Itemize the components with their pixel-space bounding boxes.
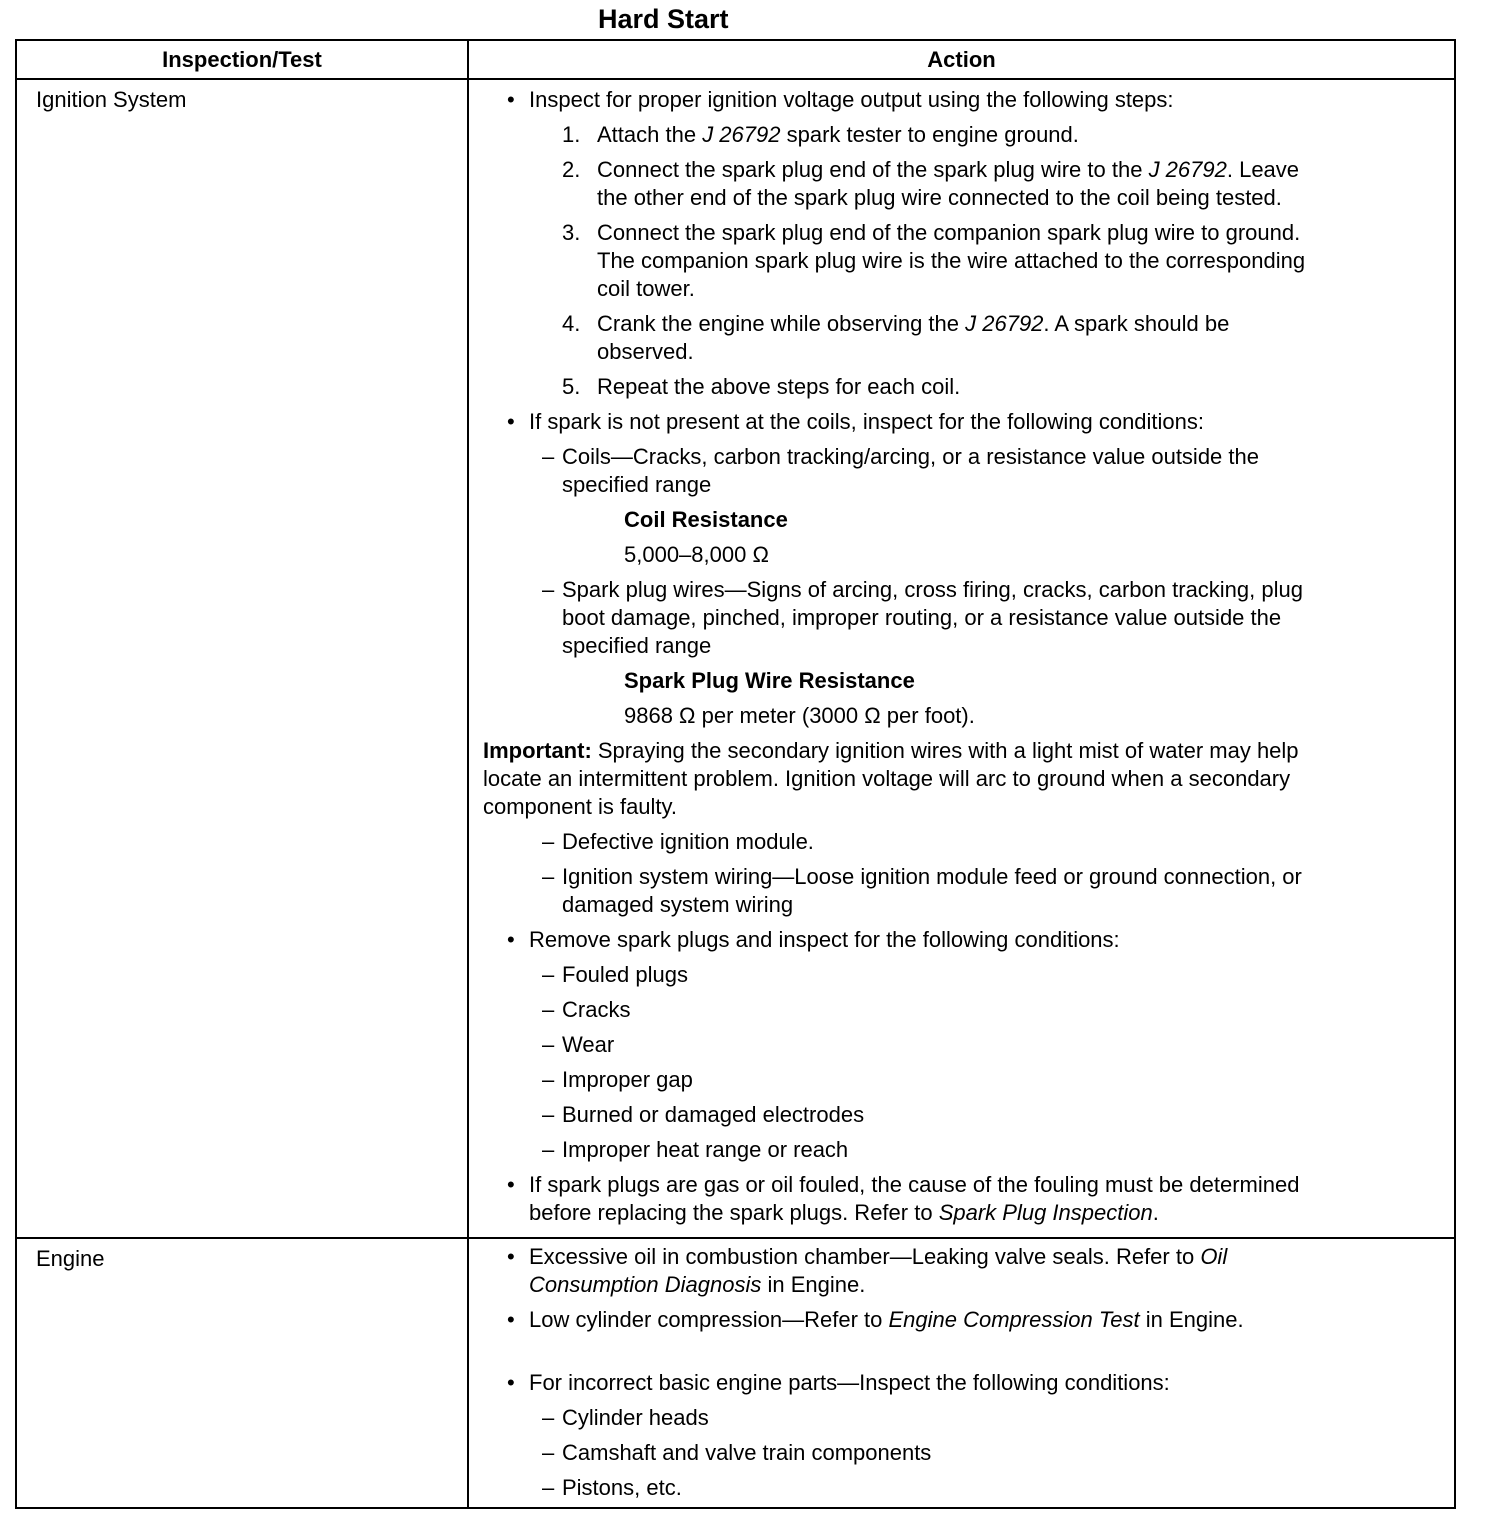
table-row: [17, 80, 1454, 1239]
item-text: Coil Resistance: [624, 507, 788, 532]
item-line: [483, 765, 1454, 793]
item-text: specified range: [562, 633, 712, 658]
dash-item: [469, 1101, 1454, 1129]
dash-item: [469, 576, 1454, 660]
hard-start-table: [15, 39, 1456, 1509]
list-marker: 2.: [562, 157, 581, 182]
header-action: Action: [927, 47, 996, 72]
item-text: Cylinder heads: [562, 1405, 709, 1430]
item-line: [597, 275, 1454, 303]
reference-text: J 26792: [965, 311, 1044, 336]
bullet-marker: •: [507, 87, 515, 112]
item-text: Low cylinder compression—Refer to: [529, 1307, 889, 1332]
item-text: Wear: [562, 1032, 615, 1057]
dash-item: [469, 1474, 1454, 1502]
inspection-label: Ignition System: [36, 87, 187, 112]
item-line: [597, 184, 1454, 212]
item-text: 9868 Ω per meter (3000 Ω per foot).: [624, 703, 975, 728]
item-text: before replacing the spark plugs. Refer to: [529, 1200, 939, 1225]
item-text: Attach the: [597, 122, 703, 147]
item-line: [562, 1031, 1454, 1059]
list-marker: –: [542, 1102, 555, 1127]
bullet-marker: •: [507, 409, 515, 434]
item-text: Fouled plugs: [562, 962, 688, 987]
item-line: [562, 443, 1454, 471]
bullet-item: [469, 1306, 1454, 1334]
list-marker: –: [542, 1440, 555, 1465]
item-line: [624, 667, 1454, 695]
item-text: Spraying the secondary ignition wires with a light mist of water may help: [591, 738, 1299, 763]
reference-text: J 26792: [702, 122, 781, 147]
dash-item: [469, 1066, 1454, 1094]
dash-item: [469, 863, 1454, 919]
num-item: [469, 121, 1454, 149]
table-body: [17, 80, 1454, 1507]
item-text: Spark Plug Wire Resistance: [624, 668, 915, 693]
item-line: [529, 408, 1454, 436]
item-line: [529, 86, 1454, 114]
list-marker: –: [542, 577, 555, 602]
list-marker: 4.: [562, 311, 581, 336]
table-header: [17, 41, 1454, 80]
item-text: specified range: [562, 472, 712, 497]
item-line: [597, 219, 1454, 247]
item-line: [597, 310, 1454, 338]
item-text: If spark is not present at the coils, inspect for the following conditions:: [529, 409, 1205, 434]
item-line: [562, 471, 1454, 499]
item-line: [562, 961, 1454, 989]
spec-value-item: [469, 702, 1454, 730]
header-inspection-test: Inspection/Test: [17, 41, 469, 78]
dash-item: [469, 1439, 1454, 1467]
item-text: Camshaft and valve train components: [562, 1440, 932, 1465]
item-line: [529, 1243, 1454, 1271]
reference-text: Consumption Diagnosis: [529, 1272, 762, 1297]
list-marker: –: [542, 962, 555, 987]
item-text: The companion spark plug wire is the wire attached to the corresponding: [597, 248, 1306, 273]
bullet-marker: •: [507, 1244, 515, 1269]
dash-item: [469, 961, 1454, 989]
list-marker: –: [542, 997, 555, 1022]
action-cell: [469, 80, 1454, 1237]
page-title: Hard Start: [598, 4, 729, 34]
item-text: For incorrect basic engine parts—Inspect the following conditions:: [529, 1370, 1170, 1395]
list-marker: –: [542, 1405, 555, 1430]
item-text: Improper gap: [562, 1067, 693, 1092]
item-line: [597, 338, 1454, 366]
inspection-cell: [17, 80, 469, 1237]
item-text: Repeat the above steps for each coil.: [597, 374, 961, 399]
item-line: [562, 996, 1454, 1024]
action-cell: [469, 1239, 1454, 1507]
item-line: [562, 1439, 1454, 1467]
item-line: [624, 541, 1454, 569]
bullet-marker: •: [507, 1307, 515, 1332]
item-text: Defective ignition module.: [562, 829, 814, 854]
item-text: Burned or damaged electrodes: [562, 1102, 865, 1127]
item-text: Pistons, etc.: [562, 1475, 682, 1500]
item-line: [529, 926, 1454, 954]
num-item: [469, 156, 1454, 212]
item-line: [597, 373, 1454, 401]
inspection-cell: [17, 1239, 469, 1507]
item-text: Coils—Cracks, carbon tracking/arcing, or a resistance value outside the: [562, 444, 1259, 469]
bullet-marker: •: [507, 1172, 515, 1197]
item-text: observed.: [597, 339, 694, 364]
inspection-label: Engine: [36, 1246, 105, 1271]
item-text: 5,000–8,000 Ω: [624, 542, 769, 567]
item-line: [562, 1474, 1454, 1502]
list-marker: –: [542, 829, 555, 854]
important-label: Important:: [483, 738, 592, 763]
item-text: . A spark should be: [1043, 311, 1230, 336]
item-line: [562, 576, 1454, 604]
bullet-item: [469, 408, 1454, 436]
item-line: [529, 1171, 1454, 1199]
item-text: Cracks: [562, 997, 631, 1022]
bullet-marker: •: [507, 1370, 515, 1395]
item-line: [624, 702, 1454, 730]
item-text: component is faulty.: [483, 794, 678, 819]
item-text: the other end of the spark plug wire connected to the coil being tested.: [597, 185, 1282, 210]
item-text: locate an intermittent problem. Ignition voltage will arc to ground when a secondary: [483, 766, 1291, 791]
item-line: [483, 793, 1454, 821]
item-text: If spark plugs are gas or oil fouled, the cause of the fouling must be determined: [529, 1172, 1300, 1197]
item-text: Remove spark plugs and inspect for the following conditions:: [529, 927, 1120, 952]
list-marker: –: [542, 1475, 555, 1500]
item-text: Inspect for proper ignition voltage output using the following steps:: [529, 87, 1174, 112]
item-text: Spark plug wires—Signs of arcing, cross firing, cracks, carbon tracking, plug: [562, 577, 1303, 602]
reference-text: Spark Plug Inspection: [938, 1200, 1153, 1225]
bullet-item: [469, 1243, 1454, 1299]
item-text: . Leave: [1226, 157, 1300, 182]
item-line: [597, 156, 1454, 184]
item-line: [624, 506, 1454, 534]
list-marker: 5.: [562, 374, 581, 399]
spec-title-item: [469, 506, 1454, 534]
item-line: [562, 1136, 1454, 1164]
item-line: [562, 828, 1454, 856]
item-line: [562, 891, 1454, 919]
item-line: [597, 247, 1454, 275]
dash-item: [469, 1404, 1454, 1432]
item-text: in Engine.: [761, 1272, 866, 1297]
list-marker: –: [542, 864, 555, 889]
list-marker: 1.: [562, 122, 581, 147]
bullet-item: [469, 1171, 1454, 1227]
spec-title-item: [469, 667, 1454, 695]
item-line: [529, 1306, 1454, 1334]
list-marker: –: [542, 1067, 555, 1092]
num-item: [469, 310, 1454, 366]
reference-text: Engine Compression Test: [888, 1307, 1140, 1332]
note-item: [469, 737, 1454, 821]
dash-item: [469, 828, 1454, 856]
item-text: boot damage, pinched, improper routing, or a resistance value outside the: [562, 605, 1282, 630]
item-line: [562, 604, 1454, 632]
item-line: [562, 863, 1454, 891]
item-line: [597, 121, 1454, 149]
num-item: [469, 373, 1454, 401]
item-text: Connect the spark plug end of the companion spark plug wire to ground.: [597, 220, 1301, 245]
bullet-item: [469, 86, 1454, 114]
list-marker: –: [542, 1137, 555, 1162]
item-text: Crank the engine while observing the: [597, 311, 966, 336]
item-text: in Engine.: [1139, 1307, 1244, 1332]
item-text: .: [1152, 1200, 1159, 1225]
item-text: Excessive oil in combustion chamber—Leaking valve seals. Refer to: [529, 1244, 1201, 1269]
item-text: damaged system wiring: [562, 892, 794, 917]
item-text: Connect the spark plug end of the spark plug wire to the: [597, 157, 1149, 182]
item-text: Ignition system wiring—Loose ignition module feed or ground connection, or: [562, 864, 1302, 889]
bullet-item: [469, 926, 1454, 954]
item-line: [529, 1199, 1454, 1227]
item-text: spark tester to engine ground.: [780, 122, 1079, 147]
item-line: [562, 1066, 1454, 1094]
item-text: coil tower.: [597, 276, 695, 301]
item-line: [562, 1404, 1454, 1432]
item-line: [529, 1369, 1454, 1397]
dash-item: [469, 443, 1454, 499]
spec-value-item: [469, 541, 1454, 569]
item-line: [562, 632, 1454, 660]
reference-text: Oil: [1200, 1244, 1228, 1269]
dash-item: [469, 1031, 1454, 1059]
item-line: [562, 1101, 1454, 1129]
num-item: [469, 219, 1454, 303]
bullet-item: [469, 1369, 1454, 1397]
list-marker: –: [542, 1032, 555, 1057]
table-row: [17, 1239, 1454, 1507]
dash-item: [469, 1136, 1454, 1164]
bullet-marker: •: [507, 927, 515, 952]
reference-text: J 26792: [1148, 157, 1227, 182]
item-line: [483, 737, 1454, 765]
list-marker: 3.: [562, 220, 581, 245]
item-line: [529, 1271, 1454, 1299]
item-text: Improper heat range or reach: [562, 1137, 849, 1162]
list-marker: –: [542, 444, 555, 469]
dash-item: [469, 996, 1454, 1024]
